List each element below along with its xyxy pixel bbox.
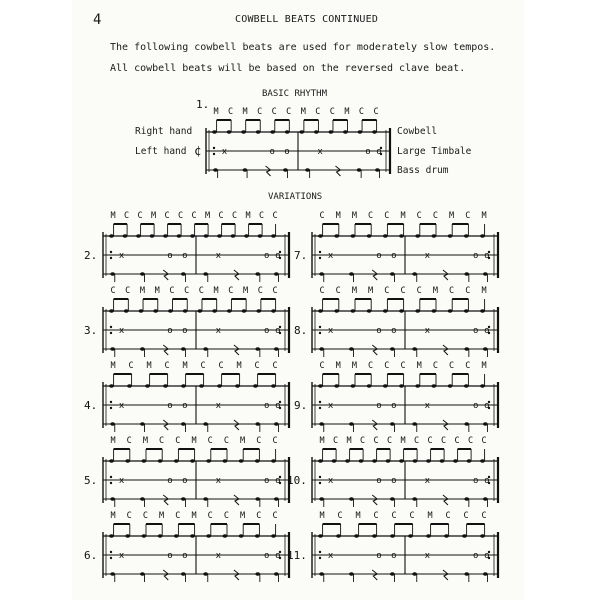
hand-letter: C [427, 436, 433, 446]
hand-letter: C [400, 361, 406, 371]
intro-line-2: All cowbell beats will be based on the reversed clave beat. [110, 63, 466, 74]
hand-letter: C [409, 511, 415, 521]
variation-number: 4. [84, 399, 98, 412]
hand-letter: M [110, 361, 116, 371]
hand-letter: M [319, 436, 325, 446]
hand-letter: C [231, 211, 238, 221]
hand-letter: M [416, 361, 422, 371]
hand-letter: M [146, 361, 152, 371]
hand-letter: C [142, 511, 148, 521]
timbale-mark: o [391, 476, 397, 486]
timbale-mark: o [182, 251, 188, 261]
timbale-mark: o [182, 326, 188, 336]
hand-letter: M [300, 107, 306, 117]
bass-rest [266, 166, 271, 176]
hand-letter: C [359, 436, 366, 446]
hand-letter: M [182, 361, 188, 371]
timbale-mark: o [284, 147, 290, 157]
timbale-mark: o [391, 401, 397, 411]
hand-letter: C [332, 436, 339, 446]
hand-letter: C [257, 286, 263, 296]
hand-letter: M [240, 436, 246, 446]
hand-letter: C [128, 361, 134, 371]
repeat-dot [213, 153, 215, 155]
hand-letter: M [481, 211, 487, 221]
timbale-mark: o [472, 551, 479, 561]
rhythm-staff [84, 361, 289, 432]
hand-letter: C [272, 211, 278, 221]
hand-letter: M [351, 286, 357, 296]
hand-letter: C [184, 286, 190, 296]
timbale-mark: o [263, 251, 270, 261]
hand-letter: C [218, 361, 224, 371]
rhythm-staff [84, 211, 289, 282]
variation-number: 5. [84, 474, 98, 487]
hand-letter: C [286, 107, 292, 117]
repeat-dot [110, 407, 112, 409]
hand-letter: M [191, 511, 197, 521]
hand-letter: C [481, 511, 487, 521]
hand-letter: M [242, 286, 249, 296]
hand-letter: C [125, 286, 131, 296]
repeat-dot [319, 401, 321, 403]
timbale-mark: o [167, 326, 173, 336]
hand-letter: M [159, 511, 165, 521]
timbale-mark: x [424, 251, 431, 261]
timbale-mark: o [167, 476, 173, 486]
hand-letter: C [400, 286, 406, 296]
bass-rest [443, 420, 448, 430]
bass-rest [443, 270, 448, 280]
hand-letter: C [126, 436, 132, 446]
hand-letter: C [272, 286, 278, 296]
bass-rest [163, 345, 168, 355]
hand-letter: C [164, 211, 170, 221]
hand-letter: C [126, 511, 132, 521]
timbale-mark: o [376, 147, 382, 157]
bass-rest [234, 570, 239, 580]
rhythm-staff [84, 286, 289, 357]
hand-letter: C [207, 511, 213, 521]
timbale-mark: o [167, 251, 173, 261]
timbale-mark: o [472, 476, 479, 486]
hand-letter: C [384, 211, 390, 221]
repeat-dot [110, 476, 112, 478]
label-cowbell: Cowbell [397, 126, 438, 137]
hand-letter: M [355, 511, 361, 521]
hand-letter: M [319, 511, 325, 521]
timbale-mark: x [221, 147, 228, 157]
timbale-mark: x [118, 551, 125, 561]
hand-letter: C [319, 211, 325, 221]
repeat-dot [110, 401, 112, 403]
hand-letter: M [344, 107, 350, 117]
bass-rest [372, 270, 377, 280]
variations-heading: VARIATIONS [268, 192, 323, 202]
hand-letter: C [467, 436, 474, 446]
timbale-mark: o [275, 401, 281, 411]
timbale-mark: o [182, 401, 188, 411]
hand-letter: C [218, 211, 224, 221]
hand-letter: C [137, 211, 143, 221]
hand-letter: M [150, 211, 157, 221]
repeat-dot [319, 476, 321, 478]
timbale-mark: x [424, 551, 431, 561]
hand-letter: M [481, 361, 487, 371]
hand-letter: C [164, 361, 170, 371]
hand-letter: C [416, 211, 422, 221]
hand-letter: C [169, 286, 175, 296]
hand-letter: C [432, 361, 438, 371]
hand-letter: C [175, 436, 181, 446]
bass-rest [372, 345, 377, 355]
timbale-mark: o [376, 551, 382, 561]
hand-letter: C [329, 107, 335, 117]
hand-letter: M [346, 436, 352, 446]
timbale-mark: o [269, 147, 275, 157]
hand-letter: M [245, 211, 251, 221]
hand-letter: M [142, 436, 148, 446]
bass-rest [163, 570, 168, 580]
timbale-mark: o [484, 251, 490, 261]
page-number: 4 [93, 12, 102, 28]
bass-rest [443, 495, 448, 505]
timbale-mark: x [215, 251, 222, 261]
hand-letter: M [242, 107, 248, 117]
hand-letter: C [123, 211, 130, 221]
timbale-mark: o [263, 476, 270, 486]
repeat-dot [110, 482, 112, 484]
hand-letter: C [373, 107, 379, 117]
rhythm-staff [294, 286, 498, 357]
hand-letter: C [256, 436, 262, 446]
timbale-mark: x [215, 551, 222, 561]
hand-letter: C [159, 436, 165, 446]
variation-number: 3. [84, 324, 98, 337]
bass-rest [443, 570, 448, 580]
timbale-mark: x [215, 401, 222, 411]
hand-letter: C [272, 511, 278, 521]
timbale-mark: x [327, 251, 334, 261]
hand-letter: M [110, 511, 116, 521]
bass-rest [372, 420, 377, 430]
hand-letter: C [258, 211, 265, 221]
repeat-dot [110, 251, 112, 253]
rhythm-staff [194, 98, 390, 178]
bass-rest [335, 166, 340, 176]
hand-letter: M [335, 211, 341, 221]
label-right-hand: Right hand [135, 126, 193, 137]
timbale-mark: o [376, 251, 382, 261]
timbale-mark: o [167, 551, 173, 561]
hand-letter: C [386, 436, 393, 446]
rhythm-staff [287, 436, 498, 507]
hand-letter: C [223, 436, 229, 446]
timbale-mark: x [424, 326, 431, 336]
repeat-dot [319, 251, 321, 253]
bass-rest [234, 270, 239, 280]
hand-letter: C [413, 436, 420, 446]
timbale-mark: x [424, 401, 431, 411]
hand-letter: M [368, 286, 374, 296]
hand-letter: C [463, 511, 469, 521]
hand-letter: M [400, 436, 406, 446]
hand-letter: C [198, 286, 204, 296]
variation-number: 9. [294, 399, 308, 412]
variation-number: 8. [294, 324, 308, 337]
timbale-mark: o [391, 326, 397, 336]
repeat-dot [319, 482, 321, 484]
timbale-mark: o [376, 476, 382, 486]
hand-letter: C [449, 361, 455, 371]
timbale-mark: o [484, 326, 490, 336]
hand-letter: C [191, 211, 197, 221]
hand-letter: C [228, 286, 234, 296]
rhythm-staff [84, 436, 289, 507]
basic-rhythm-heading: BASIC RHYTHM [262, 89, 328, 99]
variation-number: 6. [84, 549, 98, 562]
repeat-dot [319, 257, 321, 259]
bass-rest [163, 420, 168, 430]
timbale-mark: x [317, 147, 323, 157]
hand-letter: C [373, 511, 379, 521]
hand-letter: M [213, 107, 219, 117]
timbale-mark: x [327, 476, 334, 486]
hand-letter: M [481, 286, 487, 296]
timbale-mark: x [118, 251, 125, 261]
hand-letter: C [319, 286, 325, 296]
variation-number: 11. [287, 549, 307, 562]
timbale-mark: o [376, 326, 382, 336]
timbale-mark: x [424, 476, 431, 486]
timbale-mark: x [118, 326, 125, 336]
timbale-mark: o [484, 401, 490, 411]
variation-number: 10. [287, 474, 307, 487]
hand-letter: C [271, 107, 277, 117]
timbale-mark: x [118, 476, 125, 486]
hand-letter: C [335, 286, 341, 296]
timbale-mark: o [263, 326, 270, 336]
hand-letter: M [240, 511, 246, 521]
hand-letter: M [351, 361, 357, 371]
hand-letter: C [175, 511, 181, 521]
hand-letter: C [368, 361, 374, 371]
timbale-mark: x [327, 551, 334, 561]
hand-letter: C [110, 286, 116, 296]
timbale-mark: o [472, 251, 479, 261]
hand-letter: C [319, 361, 325, 371]
hand-letter: M [432, 286, 438, 296]
hand-letter: M [191, 436, 197, 446]
hand-letter: C [391, 511, 397, 521]
hand-letter: C [358, 107, 365, 117]
hand-letter: C [257, 107, 263, 117]
intro-line-1: The following cowbell beats are used for moderately slow tempos. [110, 42, 496, 53]
repeat-dot [319, 332, 321, 334]
hand-letter: M [154, 286, 160, 296]
timbale-mark: o [376, 401, 382, 411]
bass-rest [234, 495, 239, 505]
bass-rest [443, 345, 448, 355]
hand-letter: C [384, 361, 390, 371]
bass-rest [234, 345, 239, 355]
timbale-mark: x [215, 476, 222, 486]
hand-letter: M [110, 436, 116, 446]
timbale-mark: o [275, 326, 281, 336]
hand-letter: C [481, 436, 487, 446]
hand-letter: C [432, 211, 438, 221]
hand-letter: C [465, 286, 471, 296]
hand-letter: M [427, 511, 433, 521]
repeat-dot [110, 326, 112, 328]
timbale-mark: o [484, 551, 490, 561]
hand-letter: C [416, 286, 422, 296]
variation-number: 2. [84, 249, 98, 262]
hand-letter: M [449, 211, 455, 221]
repeat-dot [110, 257, 112, 259]
hand-letter: C [465, 361, 471, 371]
timbale-mark: x [327, 326, 334, 336]
hand-letter: C [254, 361, 260, 371]
hand-letter: M [236, 361, 242, 371]
hand-letter: C [315, 107, 321, 117]
rhythm-staff [287, 511, 498, 582]
hand-letter: M [351, 211, 357, 221]
rhythm-staff [84, 511, 289, 582]
bass-rest [234, 420, 239, 430]
hand-letter: C [207, 436, 213, 446]
hand-letter: C [445, 511, 451, 521]
timbale-mark: x [327, 401, 334, 411]
bass-rest [163, 495, 168, 505]
label-bass-drum: Bass drum [397, 165, 449, 176]
hand-letter: C [177, 211, 184, 221]
hand-letter: C [200, 361, 206, 371]
repeat-dot [319, 557, 321, 559]
hand-letter: C [223, 511, 229, 521]
variation-number: 1. [196, 98, 210, 111]
repeat-dot [110, 557, 112, 559]
hand-letter: C [373, 436, 379, 446]
timbale-mark: x [215, 326, 222, 336]
hand-letter: M [139, 286, 146, 296]
repeat-dot [319, 551, 321, 553]
timbale-mark: o [182, 476, 188, 486]
repeat-dot [213, 147, 215, 149]
hand-letter: C [227, 107, 234, 117]
timbale-mark: o [275, 551, 281, 561]
slash-sign: ¢ [194, 144, 202, 158]
hand-letter: M [204, 211, 211, 221]
bass-rest [372, 495, 377, 505]
bass-rest [372, 570, 377, 580]
timbale-mark: o [167, 401, 173, 411]
hand-letter: C [449, 286, 455, 296]
repeat-dot [319, 407, 321, 409]
hand-letter: M [213, 286, 219, 296]
timbale-mark: o [275, 251, 281, 261]
repeat-dot [110, 332, 112, 334]
hand-letter: C [256, 511, 262, 521]
hand-letter: M [110, 211, 116, 221]
timbale-mark: o [275, 476, 281, 486]
rhythm-staff [294, 361, 498, 432]
hand-letter: M [335, 361, 341, 371]
timbale-mark: o [391, 551, 397, 561]
hand-letter: C [368, 211, 374, 221]
hand-letter: C [440, 436, 447, 446]
timbale-mark: o [472, 326, 479, 336]
timbale-mark: o [263, 551, 270, 561]
timbale-mark: o [182, 551, 188, 561]
page-title: COWBELL BEATS CONTINUED [235, 14, 379, 25]
hand-letter: C [384, 286, 390, 296]
hand-letter: C [272, 361, 278, 371]
bass-rest [163, 270, 168, 280]
label-left-hand: Left hand [135, 146, 187, 157]
timbale-mark: x [118, 401, 125, 411]
timbale-mark: o [263, 401, 270, 411]
variation-number: 7. [294, 249, 308, 262]
timbale-mark: o [365, 147, 371, 157]
hand-letter: C [454, 436, 460, 446]
rhythm-staff [294, 211, 498, 282]
timbale-mark: o [391, 251, 397, 261]
timbale-mark: o [472, 401, 479, 411]
hand-letter: M [400, 211, 406, 221]
label-large-timbale: Large Timbale [397, 146, 472, 157]
repeat-dot [110, 551, 112, 553]
hand-letter: C [465, 211, 471, 221]
hand-letter: C [337, 511, 343, 521]
timbale-mark: o [484, 476, 490, 486]
hand-letter: C [272, 436, 278, 446]
repeat-dot [319, 326, 321, 328]
